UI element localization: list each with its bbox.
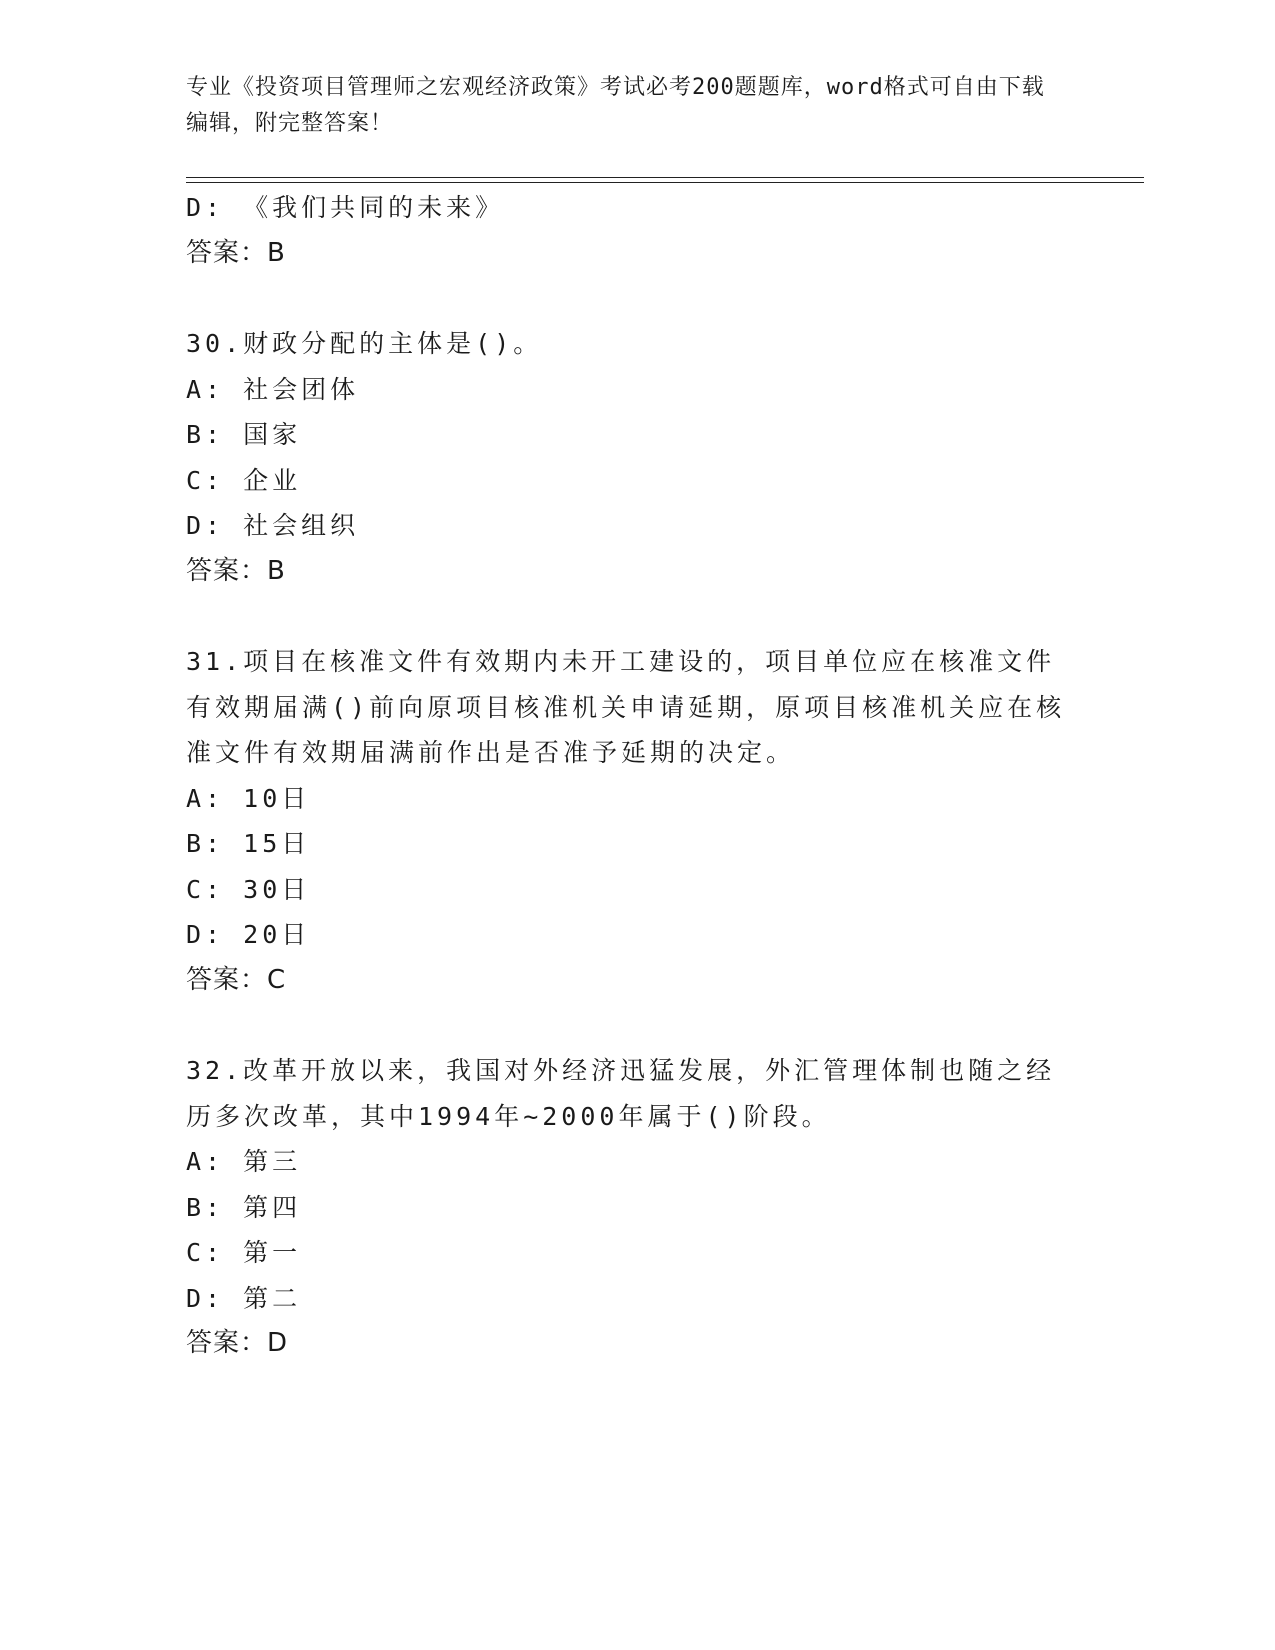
question-32 bbox=[186, 1048, 1086, 1367]
document-header: 专业《投资项目管理师之宏观经济政策》考试必考200题题库，word格式可自由下载编辑，附完整答案！ bbox=[186, 75, 1045, 136]
answer-line: 答案：B bbox=[186, 237, 286, 268]
answer-line: 答案：B bbox=[186, 555, 286, 586]
question-stem: 32.改革开放以来，我国对外经济迅猛发展，外汇管理体制也随之经历多次改革，其中1994年~2000年属于()阶段。 bbox=[186, 1056, 1056, 1131]
option-d: D: 第二 bbox=[186, 1283, 302, 1313]
question-30 bbox=[186, 321, 1086, 594]
header-divider-top bbox=[186, 177, 1144, 178]
option-d: D: 《我们共同的未来》 bbox=[186, 193, 505, 222]
option-a: A: 第三 bbox=[186, 1147, 302, 1176]
option-a: A: 社会团体 bbox=[186, 374, 360, 404]
option-b: B: 15日 bbox=[186, 829, 311, 858]
option-c: C: 企业 bbox=[186, 465, 302, 495]
header-divider-bottom bbox=[186, 182, 1144, 183]
question-31 bbox=[186, 639, 1086, 1003]
answer-line: 答案：D bbox=[186, 1328, 289, 1358]
option-c: C: 第一 bbox=[186, 1238, 302, 1267]
option-c: C: 30日 bbox=[186, 874, 311, 904]
option-d: D: 社会组织 bbox=[186, 511, 360, 540]
option-a: A: 10日 bbox=[186, 783, 311, 813]
carryover-block bbox=[186, 185, 1086, 276]
question-stem: 31.项目在核准文件有效期内未开工建设的，项目单位应在核准文件有效期届满()前向原项目核准机关申请延期，原项目核准机关应在核准文件有效期届满前作出是否准予延期的决定。 bbox=[186, 647, 1066, 767]
answer-line: 答案：C bbox=[186, 964, 287, 995]
question-stem: 30.财政分配的主体是()。 bbox=[186, 329, 543, 358]
option-d: D: 20日 bbox=[186, 920, 311, 949]
option-b: B: 国家 bbox=[186, 420, 302, 449]
option-b: B: 第四 bbox=[186, 1192, 302, 1222]
question-list bbox=[186, 185, 1086, 1367]
